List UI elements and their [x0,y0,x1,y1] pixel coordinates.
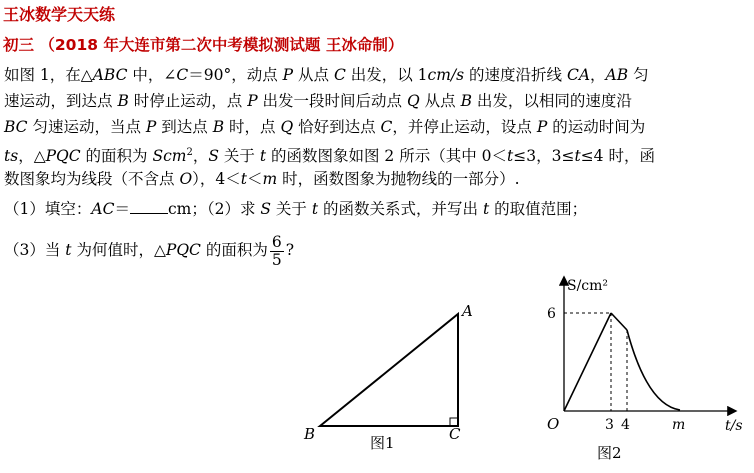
figure-2-caption: 图2 [597,444,622,462]
page-subtitle: 初三 （2018 年大连市第二次中考模拟测试题 王冰命制） [3,36,404,54]
answer-blank[interactable] [130,199,168,214]
graph-parabola-4-m [627,330,680,410]
question-3: （3）当 t 为何值时，△PQC 的面积为 $\frac{6}{5}$ ? [4,232,295,269]
x-axis-label: t/s [725,418,743,434]
figure-2 [535,268,750,468]
problem-line-3: BC 匀速运动，当点 P 到达点 B 时，点 Q 恰好到达点 C，并停止运动，设点 P 的运动时间为 [4,118,646,136]
page-title: 王冰数学天天练 [3,5,116,24]
x-tick-4: 4 [621,417,630,433]
fraction-six-fifths: $\frac{6}{5}$ [271,232,282,269]
question-1-2: （1）填空：AC＝ cm；（2）求 S 关于 t 的函数关系式，并写出 t 的取值范围； [4,200,588,218]
triangle-abc [320,314,458,426]
problem-line-2: 速运动，到达点 B 时停止运动，点 P 出发一段时间后动点 Q 从点 B 出发，以相同的速度沿 [4,92,632,110]
vertex-label-a: A [462,302,473,320]
figure-1 [300,298,490,468]
problem-line-4: ts，△PQC 的面积为 Scm$^2$，S 关于 t 的函数图象如图 2 所示（其中 0＜t≤3，3≤t≤4 时，函 [4,147,655,166]
figure-1-caption: 图1 [370,434,395,452]
x-tick-m: m [672,417,686,433]
y-axis-label: S/cm² [567,278,609,294]
y-tick-6: 6 [547,306,556,322]
graph-segment-0-3 [564,313,611,411]
problem-line-1: 如图 1，在△ABC 中，∠C＝90°，动点 P 从点 C 出发，以 1cm/s 的速度沿折线 CA，AB 匀 [4,66,649,84]
origin-label: O [547,415,560,433]
problem-line-5: 数图象均为线段（不含点 O），4＜t＜m 时，函数图象为抛物线的一部分）. [4,170,520,188]
vertex-label-c: C [449,425,461,443]
graph-segment-3-4 [611,313,627,330]
x-tick-3: 3 [605,417,614,433]
vertex-label-b: B [304,425,316,443]
